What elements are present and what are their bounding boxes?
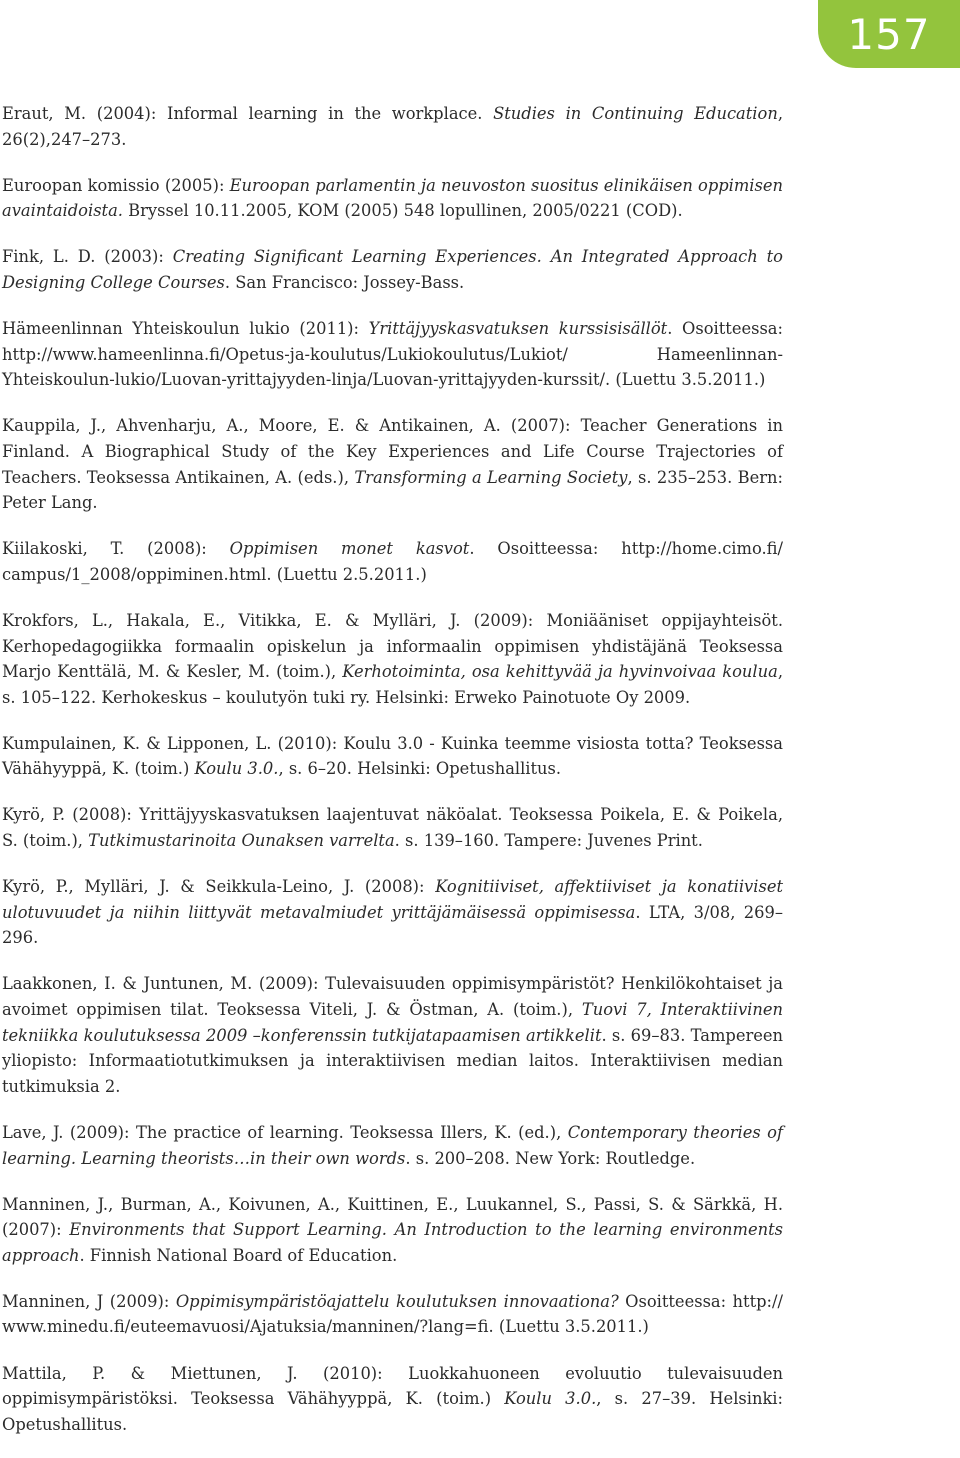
reference-title: Transforming a Learning Society bbox=[354, 467, 628, 487]
reference-text: Bryssel 10.11.2005, KOM (2005) 548 lopullinen, 2005/0221 (COD). bbox=[122, 201, 683, 221]
reference-text: Mattila, P. & Miettunen, J. (2010): Luokkahuoneen evoluutio tulevaisuuden oppimisympäristöksi. Teoksessa Vähähyyppä, K. (toim.) bbox=[2, 1363, 783, 1409]
reference-text: . s. 200–208. New York: Routledge. bbox=[405, 1148, 696, 1168]
reference-text: Eraut, M. (2004): Informal learning in the workplace. bbox=[2, 104, 494, 123]
reference-entry bbox=[2, 731, 783, 782]
reference-text: Kiilakoski, T. (2008): bbox=[2, 539, 230, 559]
reference-entry bbox=[2, 413, 783, 515]
reference-text: Lave, J. (2009): The practice of learning. Teoksessa Illers, K. (ed.), bbox=[2, 1122, 568, 1142]
reference-text: . Osoitteessa: http://home.cimo.fi/ campus/1_2008/oppiminen.html. (Luettu 2.5.2011.) bbox=[2, 539, 783, 584]
reference-entry bbox=[2, 1361, 783, 1438]
reference-list bbox=[2, 101, 783, 1458]
reference-text: . LTA, 3/08, 269–296. bbox=[2, 902, 783, 948]
reference-text: , s. 105–122. Kerhokeskus – koulutyön tuki ry. Helsinki: Erweko Painotuote Oy 2009. bbox=[2, 662, 783, 707]
reference-title: Contemporary theories of learning. Learning theorists…in their own words bbox=[2, 1122, 783, 1168]
reference-entry bbox=[2, 244, 783, 295]
reference-text: , s. 6–20. Helsinki: Opetushallitus. bbox=[278, 759, 562, 779]
reference-text: Kauppila, J., Ahvenharju, A., Moore, E. & Antikainen, A. (2007): Teacher Generations in Finland. A Biographical Study of the Key Experiences and Life Course Trajectories of Teachers. Teoksessa Antikainen, A. (eds.), bbox=[2, 416, 783, 487]
reference-text: Kyrö, P. (2008): Yrittäjyyskasvatuksen laajentuvat näköalat. Teoksessa Poikela, E. & Poikela, S. (toim.), bbox=[2, 805, 783, 851]
reference-title: Kerhotoiminta, osa kehittyvää ja hyvinvoivaa koulua bbox=[342, 662, 778, 682]
reference-text: , s. 27–39. Helsinki: Opetushallitus. bbox=[2, 1389, 784, 1434]
reference-text: , 26(2),247–273. bbox=[2, 104, 783, 149]
page-number-badge bbox=[818, 0, 960, 68]
reference-text: . San Francisco: Jossey-Bass. bbox=[224, 272, 465, 292]
reference-title: Kognitiiviset, affektiiviset ja konatiiviset ulotuvuudet ja niihin liittyvät metavalmiudet yrittäjämäisessä oppimisessa bbox=[2, 877, 783, 922]
reference-text: Kumpulainen, K. & Lipponen, L. (2010): Koulu 3.0 - Kuinka teemme visiosta totta? Teoksessa Vähähyyppä, K. (toim.) bbox=[2, 733, 783, 779]
reference-text: . Osoitteessa: http://www.hameenlinna.fi/Opetus-ja-koulutus/Lukiokoulutus/Lukiot/ Hameenlinnan-Yhteiskoulun-lukio/Luovan-yrittajyyden-linja/Luovan-yrittajyyden-kurssit/. (Luettu 3.5.2011.) bbox=[2, 319, 783, 390]
reference-entry bbox=[2, 802, 783, 853]
reference-entry bbox=[2, 971, 783, 1099]
reference-text: Osoitteessa: http:// www.minedu.fi/euteemavuosi/Ajatuksia/manninen/?lang=fi. (Luettu 3.5.2011.) bbox=[2, 1291, 783, 1337]
reference-title: Koulu 3.0. bbox=[194, 759, 279, 779]
reference-title: Yrittäjyyskasvatuksen kurssisisällöt bbox=[368, 319, 668, 339]
reference-title: Koulu 3.0. bbox=[504, 1389, 597, 1409]
reference-entry bbox=[2, 101, 783, 152]
reference-title: Tuovi 7, Interaktiivinen tekniikka koulutuksessa 2009 –konferenssin tutkijatapaamisen artikkelit bbox=[2, 1000, 783, 1045]
reference-text: Manninen, J., Burman, A., Koivunen, A., Kuittinen, E., Luukannel, S., Passi, S. & Särkkä, H. (2007): bbox=[2, 1194, 783, 1240]
reference-title: Oppimisen monet kasvot bbox=[229, 539, 470, 559]
reference-text: Fink, L. D. (2003): bbox=[2, 247, 173, 267]
reference-text: . s. 69–83. Tampereen yliopisto: Informaatiotutkimuksen ja interaktiivisen median laitos. Interaktiivisen median tutkimuksia 2. bbox=[2, 1025, 783, 1096]
reference-entry bbox=[2, 874, 783, 951]
reference-entry bbox=[2, 1120, 783, 1171]
reference-text: Krokfors, L., Hakala, E., Vitikka, E. & Mylläri, J. (2009): Moniääniset oppijayhteisöt. Kerhopedagogiikka formaalin opiskelun ja informaalin oppimisen yhdistäjänä Teoksessa Marjo Kenttälä, M. & Kesler, M. (toim.), bbox=[2, 610, 783, 682]
reference-title: Tutkimustarinoita Ounaksen varrelta bbox=[88, 831, 395, 851]
reference-text: Laakkonen, I. & Juntunen, M. (2009): Tulevaisuuden oppimisympäristöt? Henkilökohtaiset ja avoimet oppimisen tilat. Teoksessa Viteli, J. & Östman, A. (toim.), bbox=[2, 974, 783, 1020]
reference-text: Manninen, J (2009): bbox=[2, 1291, 176, 1311]
reference-title: Environments that Support Learning. An Introduction to the learning environments approach bbox=[2, 1220, 783, 1265]
reference-text: . s. 139–160. Tampere: Juvenes Print. bbox=[394, 831, 703, 851]
reference-title: Euroopan parlamentin ja neuvoston suositus elinikäisen oppimisen avaintaidoista. bbox=[2, 175, 783, 221]
reference-entry bbox=[2, 173, 783, 224]
reference-text: Kyrö, P., Mylläri, J. & Seikkula-Leino, J. (2008): bbox=[2, 877, 436, 897]
reference-title: Creating Significant Learning Experiences. An Integrated Approach to Designing College Courses bbox=[2, 247, 783, 292]
reference-text: Hämeenlinnan Yhteiskoulun lukio (2011): bbox=[2, 319, 369, 339]
reference-entry bbox=[2, 536, 783, 587]
reference-entry bbox=[2, 316, 783, 393]
reference-title: Oppimisympäristöajattelu koulutuksen innovaationa? bbox=[175, 1291, 619, 1311]
reference-entry bbox=[2, 1192, 783, 1269]
reference-title: Studies in Continuing Education bbox=[493, 104, 778, 123]
reference-text: , s. 235–253. Bern: Peter Lang. bbox=[2, 467, 783, 513]
reference-entry bbox=[2, 1289, 783, 1340]
reference-text: Euroopan komissio (2005): bbox=[2, 175, 230, 195]
page-number: 157 bbox=[847, 9, 931, 59]
reference-text: . Finnish National Board of Education. bbox=[79, 1245, 398, 1265]
reference-entry bbox=[2, 608, 783, 710]
